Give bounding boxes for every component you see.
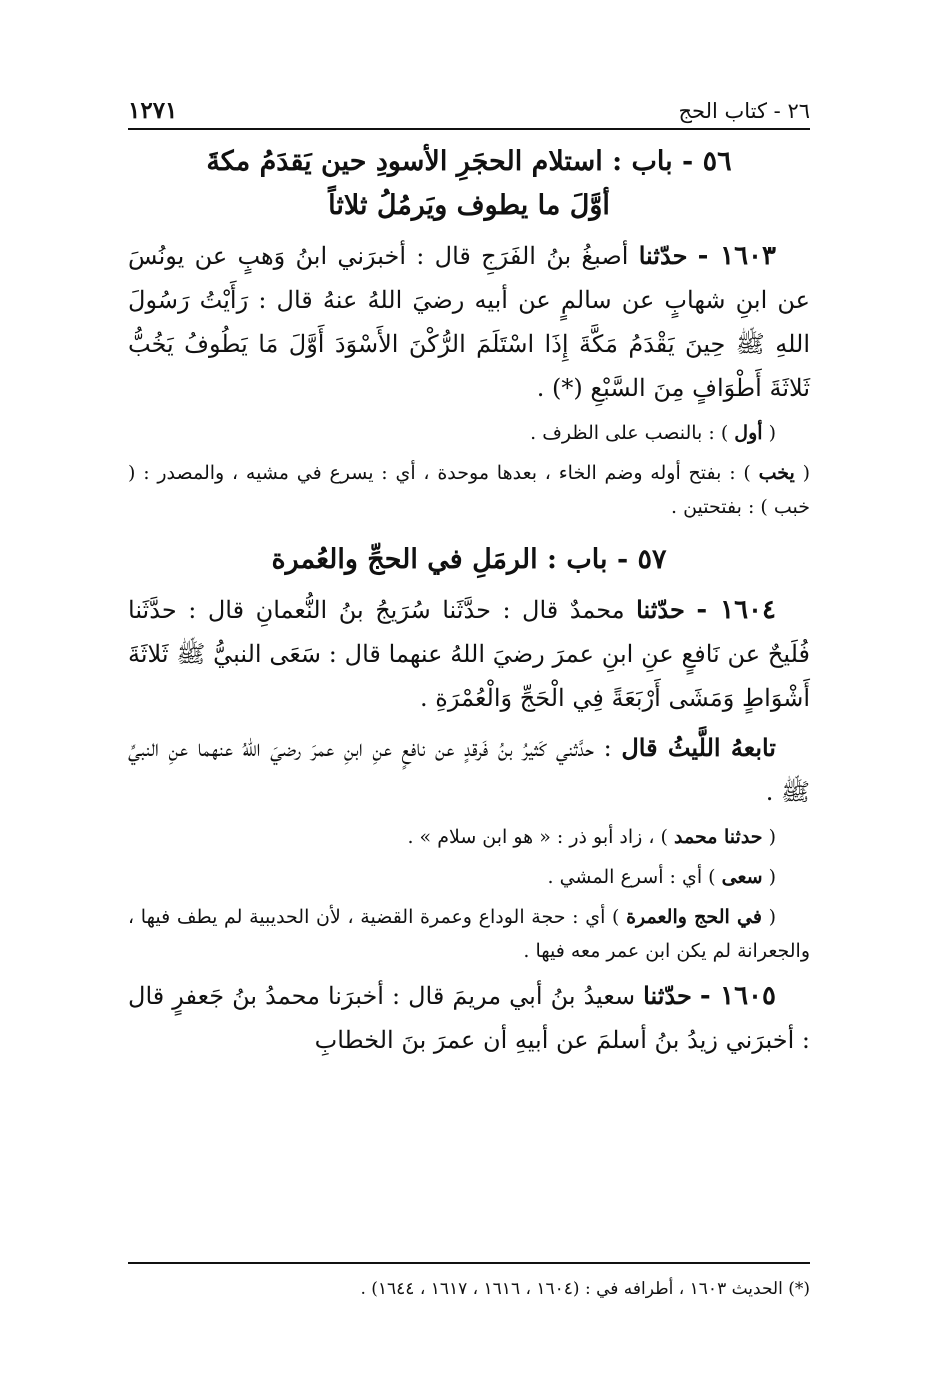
footnote: (*) الحديث ١٦٠٣ ، أطرافه في : (١٦٠٤ ، ١٦١٦ ، ١٦١٧ ، ١٦٤٤) .: [360, 1279, 810, 1299]
comment-fil-hajj: ( في الحج والعمرة ) أي : حجة الوداع وعمرة القضية ، لأن الحديبية لم يطف فيها ، والجعرانة لم يكن ابن عمر معه فيها .: [128, 906, 810, 962]
comment-term: يخب: [758, 462, 795, 484]
header-rule: [128, 128, 810, 130]
haddathana-label: حدّثنا: [636, 595, 685, 624]
comment-text: ، زاد أبو ذر : « هو ابن سلام » .: [407, 826, 661, 848]
hadith-text: سعيدُ بنُ أبي مريمَ قال : أخبرَنا محمدُ بنُ جَعفرٍ قال : أخبرَني زيدُ بنُ أسلمَ عن أبيهِ أن عمرَ بنَ الخطابِ: [128, 982, 810, 1054]
hadith-1603: [128, 234, 810, 410]
comment-yakhubb: ( يخب ) : بفتح أوله وضم الخاء ، بعدها موحدة ، أي : يسرع في مشيه ، والمصدر : ( خبب ) : بفتحتين .: [128, 462, 811, 518]
hadith-1605: [128, 974, 810, 1062]
mutaba-lead: تابعهُ اللَّيثُ قال: [621, 733, 776, 762]
book-page: [128, 90, 810, 1330]
bab-57-title: ٥٧ - باب : الرمَلِ في الحجِّ والعُمرة: [271, 544, 667, 575]
hadith-number: ١٦٠٣ -: [697, 241, 776, 271]
running-header: [128, 90, 810, 124]
comment-haddathana-muhammad: ( حدثنا محمد ) ، زاد أبو ذر : « هو ابن سلام » .: [407, 826, 776, 848]
hadith-text: محمدٌ قال : حدَّثَنا سُرَيجُ بنُ النُّعمانِ قال : حدَّثَنا فُلَيحٌ عن نَافعٍ عنِ ابنِ عمرَ رضيَ اللهُ عنهما قال : سَعَى النبيُّ ﷺ ثَلاثَةَ أَشْوَاطٍ وَمَشَى أَرْبَعَةً فِي الْحَجِّ وَالْعُمْرَةِ .: [128, 596, 810, 712]
hadith-number: ١٦٠٤ -: [696, 595, 776, 625]
comment-term: حدثنا محمد: [674, 826, 763, 848]
comment-saa: ( سعى ) أي : أسرع المشي .: [547, 866, 776, 888]
comment-awwal: ( أول ) : بالنصب على الظرف .: [530, 422, 776, 444]
haddathana-label: حدّثنا: [643, 981, 692, 1010]
mutaba-1604: [128, 726, 810, 814]
page-number: ١٢٧١: [128, 97, 178, 124]
comment-term: في الحج والعمرة: [626, 906, 762, 928]
hadith-1604: [128, 588, 810, 720]
hadith-number: ١٦٠٥ -: [699, 981, 776, 1011]
bab-56-title-line2: أوَّلَ ما يطوف ويَرمُلُ ثلاثاً: [328, 190, 610, 221]
comment-text: أي : أسرع المشي .: [547, 866, 709, 888]
chapter-title: ٢٦ - كتاب الحج: [678, 99, 810, 123]
comment-text: : بالنصب على الظرف .: [530, 422, 721, 444]
footnote-rule: [128, 1262, 810, 1264]
mutaba-text: : حدَّثني كَثيرُ بنُ فَرقدٍ عن نافعٍ عنِ ابنِ عمرَ رضيَ اللهُ عنهما عنِ النبيِّ ﷺ .: [128, 734, 810, 806]
comment-term: أول: [734, 422, 763, 444]
comment-text: أي : حجة الوداع وعمرة القضية ، لأن الحديبية لم يطف فيها ، والجعرانة لم يكن ابن عمر معه فيها .: [128, 906, 810, 962]
comment-text: : بفتح أوله وضم الخاء ، بعدها موحدة ، أي : يسرع في مشيه ، والمصدر : ( خبب ) : بفتحتين .: [128, 462, 810, 518]
bab-56-title-line1: ٥٦ - باب : استلام الحجَرِ الأسودِ حين يَقدَمُ مكةَ: [206, 146, 732, 177]
hadith-text: أصبغُ بنُ الفَرَجِ قال : أخبرَني ابنُ وَهبٍ عن يونُسَ عن ابنِ شهابٍ عن سالمٍ عن أبيه رضيَ اللهُ عنهُ قال : رَأَيْتُ رَسُولَ اللهِ ﷺ حِينَ يَقْدَمُ مَكَّةَ إِذَا اسْتَلَمَ الرُّكْنَ الأَسْوَدَ أَوَّلَ مَا يَطُوفُ يَخُبُّ ثَلاثَةَ أَطْوَافٍ مِنَ السَّبْعِ (*) .: [128, 242, 810, 402]
bab-56-title: [128, 140, 810, 228]
haddathana-label: حدّثنا: [638, 241, 688, 270]
comment-term: سعى: [721, 866, 763, 888]
